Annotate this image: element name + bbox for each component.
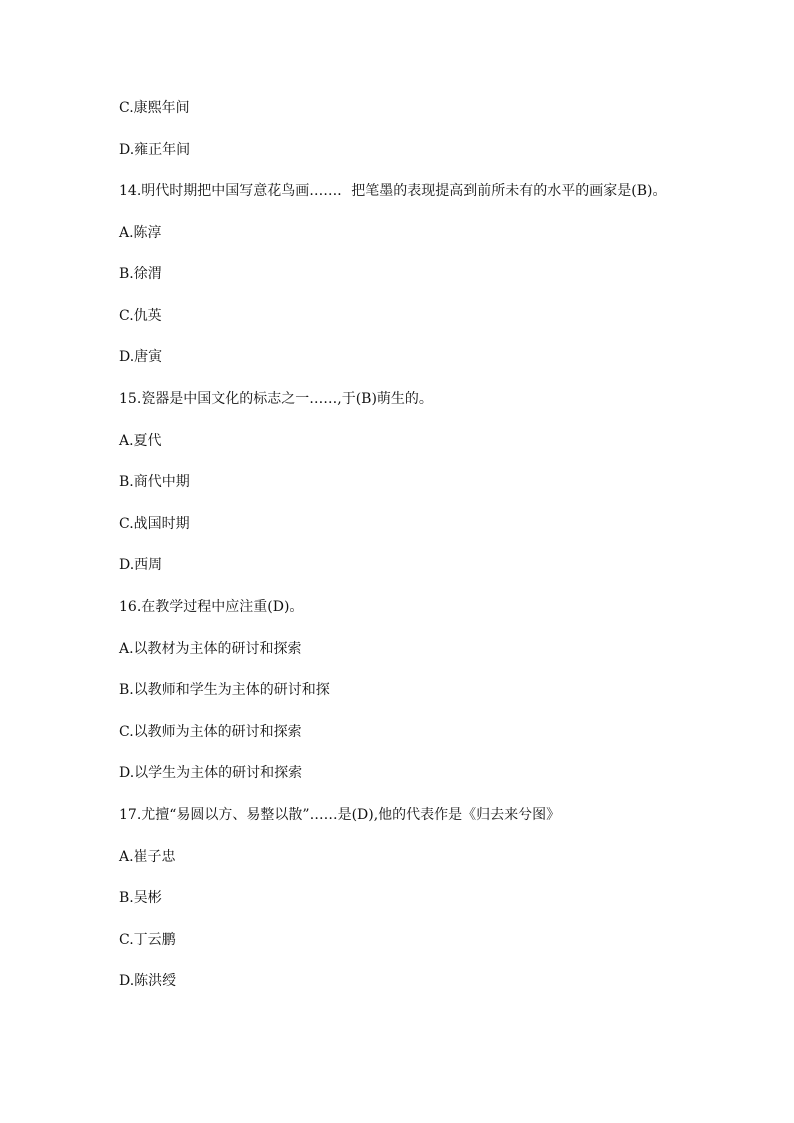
option-15-c: C.战国时期 (119, 516, 190, 532)
option-13-c: C.康熙年间 (119, 100, 190, 116)
option-15-a: A.夏代 (119, 433, 162, 449)
option-16-c: C.以教师为主体的研讨和探索 (119, 724, 302, 740)
option-17-d: D.陈洪绶 (119, 973, 177, 989)
question-17: 17.尤擅“易圆以方、易整以散”……是(D),他的代表作是《归去来兮图》 (119, 807, 561, 823)
option-16-b: B.以教师和学生为主体的研讨和探 (119, 682, 330, 698)
option-14-b: B.徐渭 (119, 266, 162, 282)
option-15-b: B.商代中期 (119, 474, 190, 490)
question-14: 14.明代时期把中国写意花鸟画……．把笔墨的表现提高到前所未有的水平的画家是(B)。 (119, 183, 667, 199)
option-14-c: C.仇英 (119, 308, 162, 324)
option-16-a: A.以教材为主体的研讨和探索 (119, 641, 302, 657)
option-13-d: D.雍正年间 (119, 142, 191, 158)
question-15: 15.瓷器是中国文化的标志之一……,于(B)萌生的。 (119, 391, 433, 407)
option-17-c: C.丁云鹏 (119, 932, 176, 948)
option-14-d: D.唐寅 (119, 349, 163, 365)
option-17-a: A.崔子忠 (119, 849, 176, 865)
option-16-d: D.以学生为主体的研讨和探索 (119, 765, 303, 781)
option-15-d: D.西周 (119, 557, 163, 573)
question-16: 16.在教学过程中应注重(D)。 (119, 599, 304, 615)
option-14-a: A.陈淳 (119, 225, 162, 241)
option-17-b: B.吴彬 (119, 890, 162, 906)
